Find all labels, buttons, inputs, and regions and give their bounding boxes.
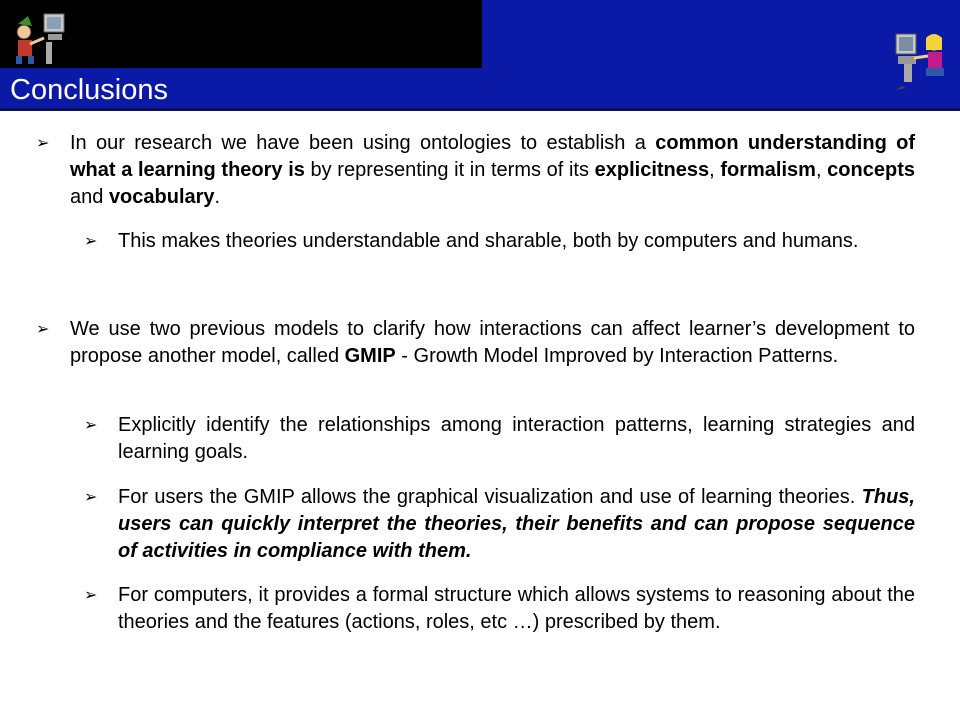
bullet-text: We use two previous models to clarify how interactions can affect learner’s development to propose another model, called [70, 318, 915, 367]
bullet-text: , [709, 159, 721, 181]
bullet-text: and [70, 186, 109, 208]
bullet-text: , [815, 159, 828, 181]
bullet-gmip-model [70, 316, 915, 370]
arrow-bullet-icon: ➢ [84, 417, 98, 434]
bullet-text: by representing it in terms of its [304, 159, 595, 181]
subbullet-users [118, 484, 915, 565]
slide-title: Conclusions [10, 74, 168, 106]
bullet-emphasis: Thus, users can quickly interpret the theories, their benefits and can propose sequence of activities in compliance with them. [118, 486, 915, 562]
arrow-bullet-icon: ➢ [84, 233, 98, 250]
bullet-text: - Growth Model Improved by Interaction Patterns. [395, 345, 839, 367]
bullet-text: For users the GMIP allows the graphical visualization and use of learning theories. [118, 486, 862, 508]
bullet-emphasis: vocabulary [108, 186, 215, 208]
subbullet-relationships: Explicitly identify the relationships among interaction patterns, learning strategies and learning goals. [118, 414, 915, 463]
bullet-emphasis: explicitness [594, 159, 710, 181]
arrow-bullet-icon: ➢ [36, 321, 50, 338]
arrow-bullet-icon: ➢ [84, 587, 98, 604]
bullet-emphasis: formalism [720, 159, 816, 181]
subbullet-computers: For computers, it provides a formal structure which allows systems to reasoning about the theories and the features (actions, roles, etc …) prescribed by them. [118, 584, 915, 633]
arrow-bullet-icon: ➢ [36, 135, 50, 152]
bullet-emphasis: GMIP [344, 345, 396, 367]
arrow-bullet-icon: ➢ [84, 489, 98, 506]
bullet-ontologies [70, 130, 915, 211]
bullet-text: In our research we have been using ontologies to establish a [70, 132, 656, 154]
bullet-emphasis: concepts [827, 159, 915, 181]
bullet-text: . [214, 186, 221, 208]
subbullet-understandable: This makes theories understandable and sharable, both by computers and humans. [118, 230, 859, 252]
bullet-emphasis: common understanding of what a learning theory is [70, 132, 916, 181]
